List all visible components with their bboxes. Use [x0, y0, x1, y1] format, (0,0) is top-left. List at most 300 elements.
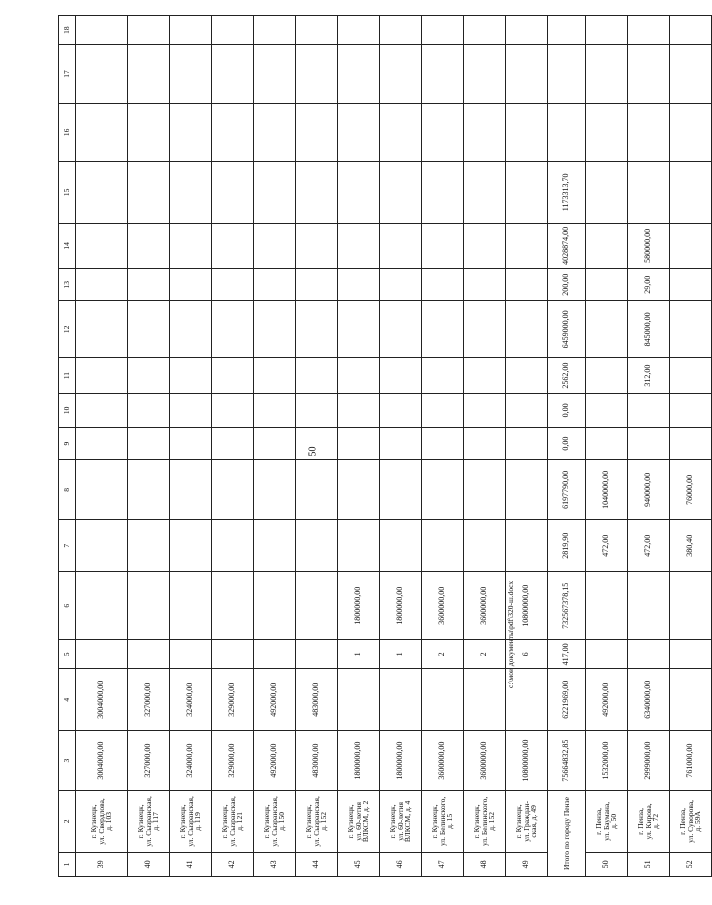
value-cell	[380, 45, 422, 103]
value-cell: 3600000,00	[422, 731, 464, 791]
value-cell: 312,00	[628, 358, 670, 394]
value-cell	[506, 669, 548, 731]
column-number-header: 11	[59, 358, 76, 394]
table-row	[128, 16, 170, 877]
value-cell	[338, 393, 380, 427]
value-cell	[170, 640, 212, 669]
value-cell: 10800000,00	[506, 731, 548, 791]
column-number-header: 14	[59, 223, 76, 268]
value-cell	[170, 223, 212, 268]
value-cell	[506, 358, 548, 394]
value-cell	[170, 460, 212, 520]
value-cell: 1	[338, 640, 380, 669]
value-cell	[338, 16, 380, 45]
value-cell	[254, 640, 296, 669]
address-cell: г. Кузнецк, ул. 60-летия ВЛКСМ, д. 2	[338, 791, 380, 853]
value-cell	[128, 640, 170, 669]
value-cell	[422, 427, 464, 459]
value-cell	[254, 162, 296, 224]
value-cell	[464, 103, 506, 161]
value-cell	[586, 269, 628, 301]
total-row	[548, 16, 586, 877]
value-cell	[670, 269, 712, 301]
column-number-header: 1	[59, 852, 76, 876]
total-value-cell: 417,00	[548, 640, 586, 669]
value-cell	[506, 223, 548, 268]
row-number: 50	[586, 852, 628, 876]
value-cell	[506, 103, 548, 161]
value-cell	[338, 460, 380, 520]
address-cell: г. Кузнецк, ул. Сызранская, д. 152	[296, 791, 338, 853]
table-row	[506, 16, 548, 877]
total-value-cell: 200,00	[548, 269, 586, 301]
value-cell	[586, 572, 628, 640]
row-number: 43	[254, 852, 296, 876]
value-cell: 492000,00	[254, 669, 296, 731]
table-row	[628, 16, 670, 877]
value-cell	[76, 223, 128, 268]
column-number-row	[59, 16, 76, 877]
value-cell	[628, 572, 670, 640]
column-number-header: 9	[59, 427, 76, 459]
value-cell	[254, 223, 296, 268]
value-cell	[464, 520, 506, 572]
value-cell	[338, 520, 380, 572]
value-cell	[254, 520, 296, 572]
value-cell	[506, 427, 548, 459]
value-cell: 76000,00	[670, 460, 712, 520]
address-cell: г. Кузнецк, ул. Свердлова, д. 103	[76, 791, 128, 853]
value-cell	[296, 640, 338, 669]
value-cell	[296, 45, 338, 103]
table-row	[170, 16, 212, 877]
value-cell	[254, 358, 296, 394]
table-row	[254, 16, 296, 877]
column-number-header: 2	[59, 791, 76, 853]
value-cell	[464, 669, 506, 731]
value-cell	[254, 269, 296, 301]
value-cell	[670, 16, 712, 45]
address-cell: г. Кузнецк, ул. 60-летия ВЛКСМ, д. 4	[380, 791, 422, 853]
value-cell	[586, 16, 628, 45]
value-cell	[254, 103, 296, 161]
value-cell	[212, 572, 254, 640]
value-cell	[212, 460, 254, 520]
row-number: 42	[212, 852, 254, 876]
value-cell	[212, 45, 254, 103]
value-cell: 2	[422, 640, 464, 669]
value-cell: 324000,00	[170, 731, 212, 791]
column-number-header: 8	[59, 460, 76, 520]
value-cell	[628, 16, 670, 45]
value-cell	[464, 393, 506, 427]
table-row	[464, 16, 506, 877]
value-cell	[464, 223, 506, 268]
table-row	[670, 16, 712, 877]
value-cell	[422, 269, 464, 301]
total-value-cell: 1173313,70	[548, 162, 586, 224]
value-cell: 492000,00	[586, 669, 628, 731]
value-cell: 324000,00	[170, 669, 212, 731]
value-cell	[170, 162, 212, 224]
data-table	[58, 15, 712, 877]
value-cell	[296, 301, 338, 358]
value-cell	[296, 393, 338, 427]
value-cell	[506, 16, 548, 45]
value-cell	[380, 16, 422, 45]
value-cell	[296, 103, 338, 161]
value-cell	[254, 45, 296, 103]
table-row	[338, 16, 380, 877]
table-row	[586, 16, 628, 877]
value-cell: 483000,00	[296, 731, 338, 791]
row-number: 52	[670, 852, 712, 876]
value-cell	[506, 520, 548, 572]
value-cell	[212, 103, 254, 161]
value-cell	[296, 223, 338, 268]
table-row	[76, 16, 128, 877]
value-cell	[128, 358, 170, 394]
total-value-cell	[548, 103, 586, 161]
value-cell	[506, 269, 548, 301]
value-cell: 6340000,00	[628, 669, 670, 731]
value-cell	[128, 460, 170, 520]
value-cell	[670, 640, 712, 669]
total-value-cell: 0,00	[548, 393, 586, 427]
value-cell	[670, 45, 712, 103]
column-number-header: 17	[59, 45, 76, 103]
value-cell	[422, 358, 464, 394]
value-cell	[380, 103, 422, 161]
value-cell	[338, 669, 380, 731]
value-cell: 2	[464, 640, 506, 669]
table-row	[212, 16, 254, 877]
value-cell	[128, 393, 170, 427]
value-cell	[670, 358, 712, 394]
table-row	[296, 16, 338, 877]
value-cell	[422, 16, 464, 45]
value-cell	[380, 427, 422, 459]
value-cell	[170, 45, 212, 103]
value-cell	[296, 460, 338, 520]
value-cell	[380, 301, 422, 358]
column-number-header: 16	[59, 103, 76, 161]
value-cell: 1532000,00	[586, 731, 628, 791]
row-number: 49	[506, 852, 548, 876]
value-cell: 327000,00	[128, 669, 170, 731]
value-cell	[670, 572, 712, 640]
table-row	[380, 16, 422, 877]
address-cell: г. Пенза, ул. Кирова, д. 72	[628, 791, 670, 853]
value-cell	[380, 223, 422, 268]
value-cell	[506, 393, 548, 427]
value-cell	[586, 223, 628, 268]
value-cell	[212, 16, 254, 45]
value-cell	[170, 572, 212, 640]
value-cell	[254, 572, 296, 640]
row-number: 45	[338, 852, 380, 876]
total-value-cell: 4028874,00	[548, 223, 586, 268]
value-cell	[380, 162, 422, 224]
value-cell	[170, 427, 212, 459]
value-cell: 1800000,00	[338, 572, 380, 640]
value-cell: 29,00	[628, 269, 670, 301]
value-cell: 3004000,00	[76, 731, 128, 791]
column-number-header: 5	[59, 640, 76, 669]
value-cell	[76, 358, 128, 394]
value-cell	[212, 393, 254, 427]
value-cell	[464, 16, 506, 45]
column-number-header: 15	[59, 162, 76, 224]
value-cell: 2999000,00	[628, 731, 670, 791]
value-cell	[338, 45, 380, 103]
value-cell: 327000,00	[128, 731, 170, 791]
value-cell	[212, 269, 254, 301]
value-cell	[76, 269, 128, 301]
value-cell	[254, 393, 296, 427]
value-cell: 1800000,00	[338, 731, 380, 791]
value-cell	[170, 358, 212, 394]
value-cell	[76, 162, 128, 224]
value-cell	[464, 162, 506, 224]
row-number: 40	[128, 852, 170, 876]
value-cell	[128, 45, 170, 103]
value-cell	[76, 520, 128, 572]
value-cell	[212, 427, 254, 459]
address-cell: г. Кузнецк, ул. Сызранская, д. 117	[128, 791, 170, 853]
value-cell	[296, 572, 338, 640]
value-cell: 580000,00	[628, 223, 670, 268]
column-number-header: 6	[59, 572, 76, 640]
value-cell	[76, 572, 128, 640]
value-cell: 1800000,00	[380, 731, 422, 791]
value-cell	[586, 358, 628, 394]
total-value-cell: 75664832,85	[548, 731, 586, 791]
value-cell: 3004000,00	[76, 669, 128, 731]
value-cell	[254, 16, 296, 45]
value-cell	[380, 269, 422, 301]
column-number-header: 13	[59, 269, 76, 301]
row-number: 39	[76, 852, 128, 876]
value-cell: 1040000,00	[586, 460, 628, 520]
value-cell	[628, 162, 670, 224]
address-cell: г. Пенза, ул. Суворова, д. 59А	[670, 791, 712, 853]
value-cell	[212, 640, 254, 669]
value-cell: 6	[506, 640, 548, 669]
value-cell	[128, 162, 170, 224]
address-cell: г. Пенза, ул. Баумана, д. 50	[586, 791, 628, 853]
total-value-cell: 6197790,00	[548, 460, 586, 520]
value-cell	[422, 520, 464, 572]
value-cell	[628, 103, 670, 161]
value-cell	[76, 301, 128, 358]
column-number-header: 10	[59, 393, 76, 427]
value-cell	[464, 427, 506, 459]
value-cell	[170, 269, 212, 301]
value-cell	[338, 162, 380, 224]
row-number: 51	[628, 852, 670, 876]
column-number-header: 12	[59, 301, 76, 358]
column-number-header: 7	[59, 520, 76, 572]
value-cell	[76, 427, 128, 459]
value-cell	[506, 301, 548, 358]
value-cell: 1	[380, 640, 422, 669]
column-number-header: 3	[59, 731, 76, 791]
page-number: 50	[307, 446, 319, 457]
value-cell	[628, 393, 670, 427]
value-cell	[670, 427, 712, 459]
value-cell	[670, 162, 712, 224]
value-cell: 3600000,00	[464, 572, 506, 640]
address-cell: г. Кузнецк, ул. Белинского, д. 15	[422, 791, 464, 853]
column-number-header: 18	[59, 16, 76, 45]
table-row	[422, 16, 464, 877]
value-cell	[628, 427, 670, 459]
value-cell: 472,00	[586, 520, 628, 572]
value-cell	[380, 358, 422, 394]
value-cell	[628, 640, 670, 669]
value-cell: 329000,00	[212, 669, 254, 731]
value-cell	[670, 223, 712, 268]
value-cell: 1800000,00	[380, 572, 422, 640]
total-value-cell: 6221969,00	[548, 669, 586, 731]
row-number: 44	[296, 852, 338, 876]
value-cell	[380, 520, 422, 572]
value-cell	[506, 45, 548, 103]
total-value-cell	[548, 45, 586, 103]
value-cell	[380, 393, 422, 427]
total-label: Итого по городу Пензе	[548, 791, 586, 877]
value-cell	[506, 460, 548, 520]
total-value-cell	[548, 16, 586, 45]
value-cell	[464, 301, 506, 358]
value-cell	[586, 427, 628, 459]
value-cell	[338, 358, 380, 394]
row-number: 41	[170, 852, 212, 876]
value-cell	[338, 223, 380, 268]
value-cell	[128, 427, 170, 459]
value-cell	[128, 301, 170, 358]
row-number: 48	[464, 852, 506, 876]
value-cell	[212, 162, 254, 224]
value-cell	[76, 103, 128, 161]
value-cell	[586, 162, 628, 224]
value-cell: 472,00	[628, 520, 670, 572]
value-cell	[338, 103, 380, 161]
address-cell: г. Кузнецк, ул. Сызранская, д. 121	[212, 791, 254, 853]
value-cell	[128, 520, 170, 572]
value-cell	[464, 269, 506, 301]
total-value-cell: 0,00	[548, 427, 586, 459]
value-cell	[464, 45, 506, 103]
value-cell	[464, 460, 506, 520]
value-cell	[296, 16, 338, 45]
total-value-cell: 2562,00	[548, 358, 586, 394]
value-cell	[212, 301, 254, 358]
value-cell	[422, 669, 464, 731]
value-cell: 3600000,00	[464, 731, 506, 791]
value-cell	[422, 301, 464, 358]
address-cell: г. Кузнецк, ул. Сызранская, д. 150	[254, 791, 296, 853]
value-cell	[586, 393, 628, 427]
value-cell	[296, 520, 338, 572]
value-cell: 845000,00	[628, 301, 670, 358]
value-cell	[586, 301, 628, 358]
value-cell: 329000,00	[212, 731, 254, 791]
value-cell	[296, 427, 338, 459]
value-cell	[212, 223, 254, 268]
value-cell: 10800000,00	[506, 572, 548, 640]
value-cell	[464, 358, 506, 394]
value-cell	[76, 16, 128, 45]
value-cell	[338, 269, 380, 301]
rotated-table-area	[58, 15, 703, 877]
value-cell	[422, 45, 464, 103]
value-cell	[212, 520, 254, 572]
value-cell	[422, 460, 464, 520]
value-cell	[586, 103, 628, 161]
value-cell	[670, 393, 712, 427]
value-cell	[338, 301, 380, 358]
value-cell: 3600000,00	[422, 572, 464, 640]
value-cell	[670, 669, 712, 731]
value-cell	[506, 162, 548, 224]
value-cell	[170, 103, 212, 161]
value-cell	[170, 520, 212, 572]
value-cell	[422, 393, 464, 427]
address-cell: г. Кузнецк, ул. Граждан- ская, д. 49	[506, 791, 548, 853]
value-cell	[254, 427, 296, 459]
value-cell: 483000,00	[296, 669, 338, 731]
column-number-header: 4	[59, 669, 76, 731]
value-cell	[128, 223, 170, 268]
value-cell	[422, 162, 464, 224]
value-cell: 761000,00	[670, 731, 712, 791]
value-cell: 492000,00	[254, 731, 296, 791]
value-cell	[76, 640, 128, 669]
value-cell	[422, 223, 464, 268]
value-cell	[670, 301, 712, 358]
file-path-footer: c:\мои документы\pdf\320-ш.docx	[506, 580, 515, 688]
value-cell	[628, 45, 670, 103]
value-cell	[254, 460, 296, 520]
total-value-cell: 732567378,15	[548, 572, 586, 640]
value-cell	[296, 269, 338, 301]
value-cell	[128, 16, 170, 45]
value-cell	[296, 162, 338, 224]
value-cell	[296, 358, 338, 394]
value-cell	[76, 460, 128, 520]
value-cell	[380, 460, 422, 520]
row-number: 47	[422, 852, 464, 876]
value-cell	[170, 393, 212, 427]
value-cell	[422, 103, 464, 161]
value-cell	[670, 103, 712, 161]
value-cell	[212, 358, 254, 394]
address-cell: г. Кузнецк, ул. Белинского, д. 152	[464, 791, 506, 853]
total-value-cell: 6459000,00	[548, 301, 586, 358]
total-value-cell: 2819,90	[548, 520, 586, 572]
value-cell	[170, 16, 212, 45]
value-cell	[170, 301, 212, 358]
value-cell: 940000,00	[628, 460, 670, 520]
value-cell	[586, 45, 628, 103]
value-cell	[128, 269, 170, 301]
value-cell	[586, 640, 628, 669]
value-cell	[128, 572, 170, 640]
value-cell: 380,40	[670, 520, 712, 572]
value-cell	[380, 669, 422, 731]
